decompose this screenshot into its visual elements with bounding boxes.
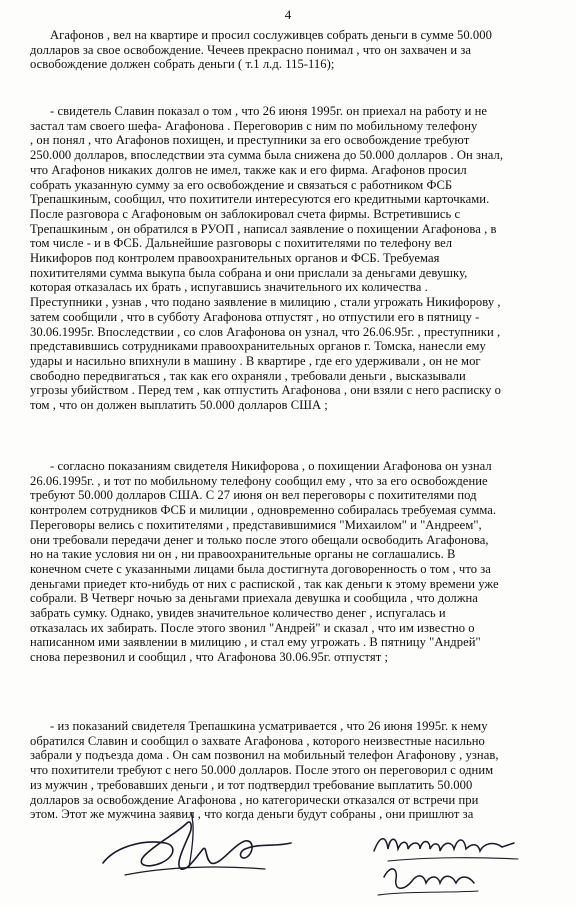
text-line: но на такие условия ни он , ни правоохранительные органы не соглашались. В [30, 547, 456, 562]
paragraph-slavin-testimony [30, 104, 552, 413]
text-line: , он понял , что Агафонов похищен, и преступники за его освобождение требуют [30, 133, 470, 148]
text-line: 26.06.1995г. , и тот по мобильному телефону сообщил ему , что за его освобождение [30, 473, 488, 488]
text-line: - из показаний свидетеля Трепашкина усматривается , что 26 июня 1995г. к нему [50, 719, 488, 733]
text-line: Никифоров под контролем правоохранительных органов и ФСБ. Требуемая [30, 251, 440, 266]
text-line: удары и насильно впихнули в машину . В квартире , где его удерживали , он не мог [30, 353, 481, 368]
right-handwritten-signature [368, 813, 543, 903]
text-line: обратился Славин и сообщил о захвате Агафонова , которого неизвестные насильно [30, 733, 485, 748]
text-line: деньгами приедет кто-нибудь от них с распиской , так как деньги к этому времени уже [30, 576, 499, 591]
text-line: долларов за свое освобождение. Чечеев прекрасно понимал , что он захвачен и за [30, 42, 472, 57]
text-line: что похитители требуют с него 50.000 долларов. После этого он переговорил с одним [30, 763, 494, 778]
text-line: требуют 50.000 долларов США. С 27 июня он вел переговоры с похитителями под [30, 488, 477, 503]
text-line: Преступники , узнав , что подано заявление в милицию , стали угрожать Никифорову , [30, 295, 501, 310]
text-line: затем сообщили , что в субботу Агафонова отпустят , но отпустили его в пятницу - [30, 309, 480, 324]
text-line: этом. Этот же мужчина заявил , что когда деньги будут собраны , они пришлют за [30, 807, 474, 822]
text-line: написанном ими заявлении в милицию , и стал ему угрожать . В пятницу "Андрей" [30, 635, 481, 650]
text-line: долларов за освобождение Агафонова , но категорически отказался от встречи при [30, 792, 479, 807]
text-line: они требовали передачи денег и только после этого обещали освободить Агафонова, [30, 532, 489, 547]
text-line: конечном счете с указанными лицами была достигнута договоренность о том , что за [30, 561, 491, 576]
left-handwritten-signature [95, 805, 305, 890]
text-line: собрать указанную сумму за его освобождение и связаться с работником ФСБ [30, 177, 453, 192]
text-line: том , что он должен выплатить 50.000 долларов США ; [30, 398, 328, 413]
text-line: контролем сотрудников ФСБ и милиции , одновременно собиралась требуемая сумма. [30, 503, 497, 518]
text-line: снова перезвонил и сообщил , что Агафонова 30.06.95г. отпустят ; [30, 650, 389, 665]
text-line: забрать сумку. Однако, увидев значительное количество денег , испугалась и [30, 606, 446, 621]
text-line: - согласно показаниям свидетеля Никифорова , о похищении Агафонова он узнал [50, 459, 492, 473]
text-line: отказалась их забирать. После этого звонил "Андрей" и сказал , что им известно о [30, 620, 475, 635]
text-line: Агафонов , вел на квартире и просил сослуживцев собрать деньги в сумме 50.000 [50, 28, 492, 42]
text-line: освобождение должен собрать деньги ( т.1 л.д. 115-116); [30, 57, 335, 72]
paragraph-nikiforov-testimony [30, 459, 552, 665]
text-line: собрали. В Четверг ночью за деньгами приехала девушка и сообщила , что должна [30, 591, 478, 606]
text-line: что Агафонов никаких долгов не имел, также как и его фирма. Агафонов просил [30, 162, 467, 177]
text-line: Трепашкиным, сообщил, что похитители интересуются его кредитными карточками. [30, 192, 490, 207]
text-line: свободно передвигаться , так как его охраняли , требовали деньги , высказывали [30, 368, 466, 383]
text-line: 250.000 долларов, впоследствии эта сумма была снижена до 50.000 долларов . Он знал, [30, 148, 504, 163]
text-line: которая отказалась их брать , испугавшись значительного их количества . [30, 280, 428, 295]
text-line: похитителями сумма выкупа была собрана и они прислали за деньгами девушку, [30, 265, 468, 280]
paragraph-chechev-testimony [30, 28, 552, 72]
text-line: забрали у подъезда дома . Он сам позвонил на мобильный телефон Агафонову , узнав, [30, 748, 499, 763]
text-line: - свидетель Славин показал о том , что 26 июня 1995г. он приехал на работу и не [50, 104, 488, 118]
text-line: 30.06.1995г. Впоследствии , со слов Агафонова он узнал, что 26.06.95г. , преступники , [30, 324, 501, 339]
text-line: После разговора с Агафоновым он заблокировал счета фирмы. Встретившись с [30, 206, 461, 221]
page-number: 4 [284, 7, 292, 22]
text-line: том числе - и в ФСБ. Дальнейшие разговоры с похитителями по телефону вел [30, 236, 453, 251]
text-line: представившись сотрудниками правоохранительных органов г. Томска, нанесли ему [30, 339, 486, 354]
text-line: застал там своего шефа- Агафонова . Переговорив с ним по мобильному телефону [30, 118, 478, 133]
text-line: Переговоры велись с похитителями , представившимися "Михаилом" и "Андреем", [30, 517, 482, 532]
text-line: угрозы убийством . Перед тем , как отпустить Агафонова , они взяли с него расписку о [30, 383, 501, 398]
text-line: из мужчин , требовавших деньги , и тот подтвердил требование выплатить 50.000 [30, 777, 473, 792]
text-line: Трепашкиным , он обратился в РУОП , написал заявление о похищении Агафонова , в [30, 221, 497, 236]
